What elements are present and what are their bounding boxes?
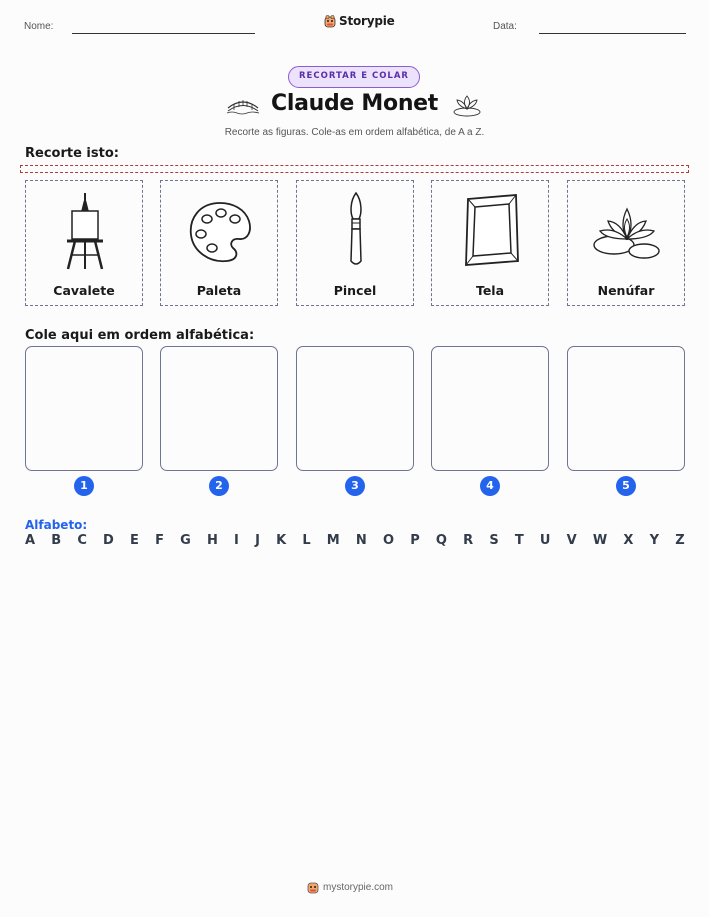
position-number: 3: [345, 476, 365, 496]
alphabet-letter: Z: [675, 533, 685, 548]
palette-icon: [185, 191, 255, 273]
card-label: Pincel: [333, 283, 377, 298]
alphabet-letter: K: [276, 533, 287, 548]
card-label: Paleta: [196, 283, 242, 298]
alphabet-letter: C: [77, 533, 87, 548]
position-number: 2: [209, 476, 229, 496]
position-number: 5: [616, 476, 636, 496]
card-label: Cavalete: [53, 283, 115, 298]
cut-card[interactable]: [567, 180, 685, 306]
cut-card[interactable]: [431, 180, 549, 306]
alphabet-letter: Q: [435, 533, 447, 548]
storypie-mascot-icon: [307, 881, 319, 894]
footer: [307, 881, 393, 894]
alphabet-letter: M: [326, 533, 340, 548]
cut-card[interactable]: [160, 180, 278, 306]
alphabet-letter: L: [302, 533, 311, 548]
alphabet-heading: Alfabeto:: [25, 518, 88, 532]
alphabet-letter: I: [234, 533, 239, 548]
brand-name: Storypie: [339, 14, 395, 28]
paste-box[interactable]: [160, 346, 278, 471]
water-lily-small-icon: [452, 92, 482, 118]
alphabet-letter: P: [410, 533, 420, 548]
footer-url[interactable]: mystorypie.com: [323, 882, 394, 893]
alphabet-letter: X: [623, 533, 634, 548]
date-label: Data:: [493, 21, 517, 32]
activity-badge: RECORTAR E COLAR: [288, 66, 420, 88]
alphabet-letter: N: [355, 533, 367, 548]
brand-logo: [324, 14, 395, 28]
water-lily-icon: [592, 191, 662, 273]
name-label: Nome:: [24, 21, 54, 32]
alphabet-letter: F: [155, 533, 164, 548]
storypie-mascot-icon: [324, 15, 336, 28]
alphabet-letter: Y: [649, 533, 660, 548]
paste-box[interactable]: [431, 346, 549, 471]
instructions: Recorte as figuras. Cole-as em ordem alfabética, de A a Z.: [224, 127, 485, 138]
alphabet-letter: H: [206, 533, 218, 548]
date-line[interactable]: [539, 33, 686, 34]
cut-card[interactable]: [25, 180, 143, 306]
alphabet-letter: T: [514, 533, 524, 548]
page-title: Claude Monet: [270, 91, 439, 116]
position-number: 4: [480, 476, 500, 496]
alphabet-letter: R: [463, 533, 474, 548]
paste-box[interactable]: [567, 346, 685, 471]
paste-box[interactable]: [25, 346, 143, 471]
alphabet-letter: S: [489, 533, 499, 548]
alphabet-letter: U: [539, 533, 551, 548]
easel-icon: [50, 191, 120, 273]
alphabet-letter: B: [51, 533, 62, 548]
cut-heading: Recorte isto:: [25, 146, 119, 161]
position-number: 1: [74, 476, 94, 496]
paste-box[interactable]: [296, 346, 414, 471]
alphabet-letter: D: [103, 533, 114, 548]
cut-line: [20, 165, 689, 173]
canvas-icon: [456, 191, 526, 273]
alphabet-letter: O: [382, 533, 395, 548]
alphabet-letter: G: [180, 533, 191, 548]
alphabet-letter: V: [566, 533, 577, 548]
alphabet-letter: A: [25, 533, 36, 548]
alphabet-letter: E: [130, 533, 139, 548]
cut-card[interactable]: [296, 180, 414, 306]
paste-heading: Cole aqui em ordem alfabética:: [25, 328, 255, 343]
alphabet-letter: W: [592, 533, 608, 548]
alphabet-row: [25, 533, 685, 548]
card-label: Nenúfar: [597, 283, 655, 298]
name-line[interactable]: [72, 33, 255, 34]
card-label: Tela: [475, 283, 505, 298]
paintbrush-icon: [321, 191, 391, 273]
alphabet-letter: J: [255, 533, 260, 548]
